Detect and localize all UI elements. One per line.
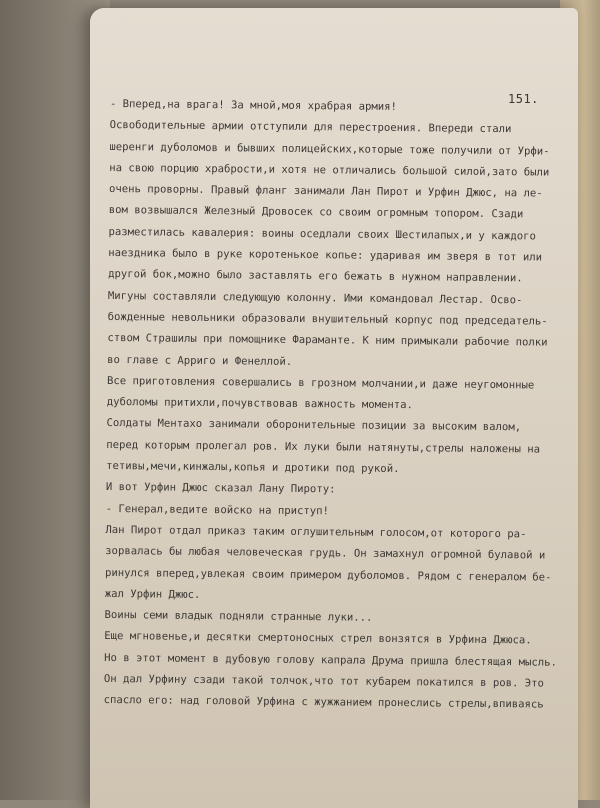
text-line: во главе с Арриго и Фенеллой. [107,353,293,368]
text-line: ством Страшилы при помощнике Фараманте. К ним примыкали рабочие полки [107,332,548,349]
text-line: - Вперед,на врага! За мной,моя храбрая армия! [109,97,397,114]
text-line: Мигуны составляли следующую колонну. Ими командовал Лестар. Осво- [107,289,523,307]
text-line: Он дал Урфину сзади такой толчок,что тот кубарем покатился в ров. Это [103,672,545,690]
text-line: - Генерал,ведите войско на приступ! [105,502,329,517]
text-line: Лан Пирот отдал приказ таким оглушительным голосом,от которого ра- [105,523,527,541]
text-line: спасло его: над головой Урфина с жужжанием пронеслись стрелы,впиваясь [103,694,544,711]
text-line: Солдаты Ментахо занимали оборонительные позиции за высоким валом, [106,417,522,434]
text-line: божденные невольники образовали внушительный корпус под председатель- [107,310,548,328]
page-number: 151. [508,92,539,106]
text-line: тетивы,мечи,кинжалы,копья и дротики под рукой. [106,460,400,476]
text-line: на свою порцию храбрости,и хотя не отличались большой силой,зато были [109,161,550,179]
text-line: Освободительные армии отступили для перестроения. Впереди стали [109,119,512,136]
text-line: И вот Урфин Джюс сказал Лану Пироту: [105,481,336,496]
text-line: Все приготовления совершались в грозном молчании,и даже неугомонные [106,374,535,392]
text-line: ринулся вперед,увлекая своим примером дуболомов. Рядом с генералом бе- [104,566,552,584]
text-line: зорвалась бы любая человеческая грудь. Он замахнул огромной булавой и [105,545,546,562]
page-text [104,94,568,716]
text-line: Еще мгновенье,и десятки смертоносных стрел вонзятся в Урфина Джюса. [104,630,532,647]
text-line: Воины семи владык подняли странные луки... [104,609,373,624]
text-line: шеренги дуболомов и бывших полицейских,которые тоже получили от Урфи- [109,140,550,158]
text-line: дуболомы притихли,почувствовав важность момента. [106,396,413,412]
text-line: жал Урфин Джюс. [104,587,201,601]
text-line: другой бок,можно было заставлять его бежать в нужном направлении. [108,268,523,285]
text-line: очень проворны. Правый фланг занимали Лан Пирот и Урфин Джюс, на ле- [108,183,543,200]
text-line: перед которым пролегал ров. Их луки были натянуты,стрелы наложены на [106,438,541,456]
text-line: наездника было в руке коротенькое копье: ударивая им зверя в тот или [108,247,543,264]
text-line: разместилась кавалерия: воины оседлали своих Шестилапых,и у каждого [108,225,536,243]
text-line: Но в этот момент в дубовую голову капрала Друма пришла блестящая мысль. [104,651,557,669]
text-line: вом возвышался Железный Дровосек со своим огромным топором. Сзади [108,204,524,221]
